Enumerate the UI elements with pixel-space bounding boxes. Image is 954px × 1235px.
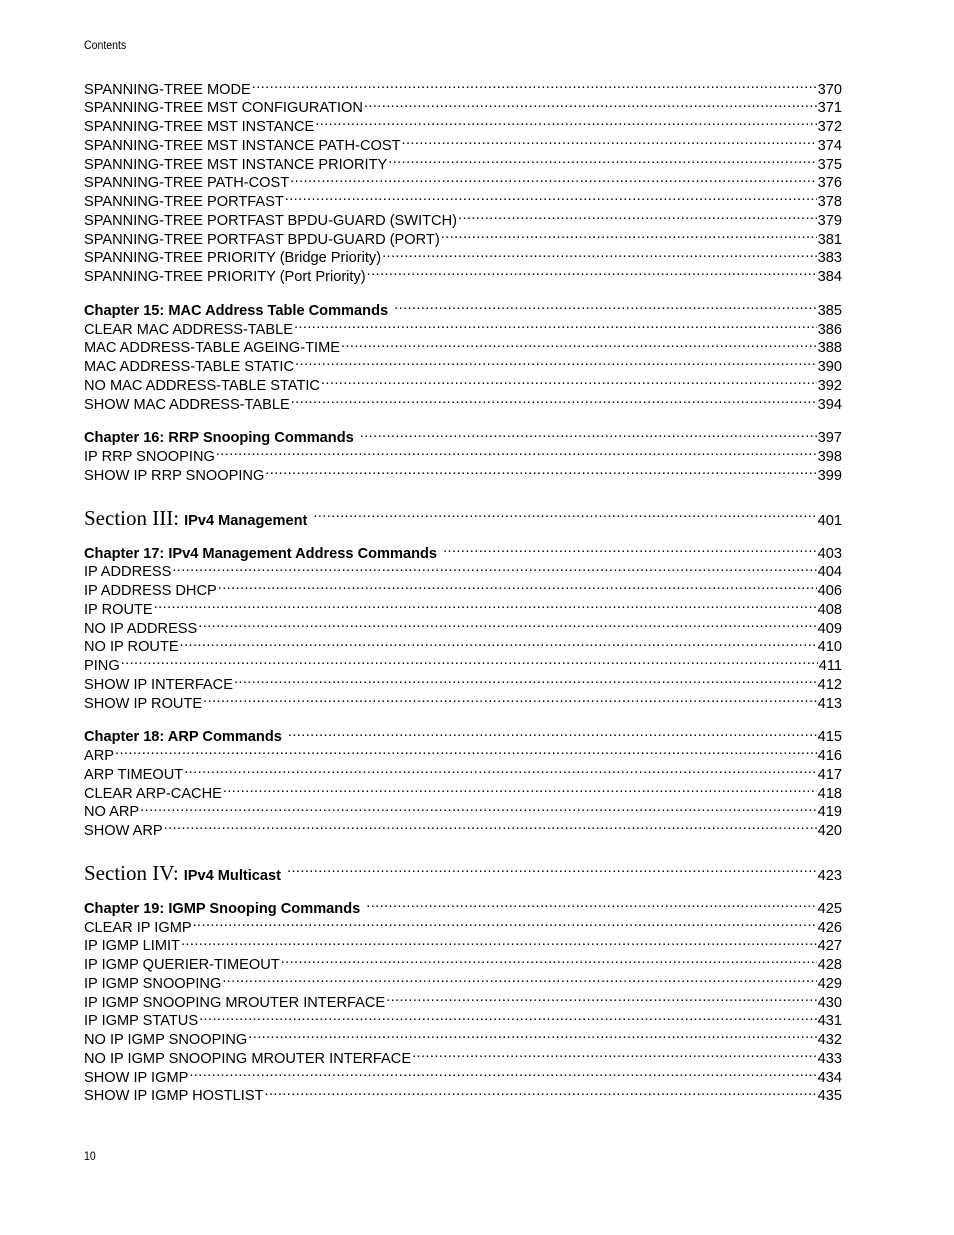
toc-entry[interactable] xyxy=(84,746,842,765)
toc-entry-title: PING xyxy=(84,658,120,675)
toc-entry-title: CLEAR ARP-CACHE xyxy=(84,785,222,802)
toc-page-number: 415 xyxy=(817,729,842,746)
toc-entry-title: SPANNING-TREE PORTFAST BPDU-GUARD (SWITCH) xyxy=(84,212,457,229)
toc-chapter[interactable] xyxy=(84,428,842,447)
toc-entry-title: NO ARP xyxy=(84,804,140,821)
toc-entry[interactable] xyxy=(84,375,842,394)
toc-entry-title: SHOW IP IGMP HOSTLIST xyxy=(84,1088,264,1105)
toc-entry-title: SPANNING-TREE MST CONFIGURATION xyxy=(84,100,363,117)
toc-section-title xyxy=(84,506,307,533)
section-number: Section III: xyxy=(84,506,180,530)
toc-entry[interactable] xyxy=(84,936,842,955)
dot-leader xyxy=(367,267,817,282)
dot-leader xyxy=(290,173,817,188)
toc-page-number: 426 xyxy=(817,919,842,936)
dot-leader xyxy=(252,79,817,94)
toc-entry-title: IP IGMP LIMIT xyxy=(84,938,180,955)
toc-entry-title: MAC ADDRESS-TABLE AGEING-TIME xyxy=(84,340,340,357)
toc-page-number: 375 xyxy=(817,156,842,173)
toc-chapter-title: Chapter 17: IPv4 Management Address Commands xyxy=(84,545,438,562)
toc-entry[interactable] xyxy=(84,154,842,173)
toc-page-number: 392 xyxy=(817,377,842,394)
toc-chapter-title: Chapter 15: MAC Address Table Commands xyxy=(84,302,389,319)
dot-leader xyxy=(441,229,817,244)
toc-page-number: 399 xyxy=(817,467,842,484)
toc-page-number: 376 xyxy=(817,175,842,192)
toc-entry-title: SHOW ARP xyxy=(84,823,163,840)
toc-page-number: 409 xyxy=(817,620,842,637)
toc-entry[interactable] xyxy=(84,447,842,466)
toc-entry[interactable] xyxy=(84,1067,842,1086)
toc-entry[interactable] xyxy=(84,562,842,581)
dot-leader xyxy=(366,898,816,913)
toc-entry-title: IP RRP SNOOPING xyxy=(84,449,215,466)
dot-leader xyxy=(288,727,817,742)
toc-entry-title: NO IP ROUTE xyxy=(84,639,179,656)
dot-leader xyxy=(281,955,817,970)
dot-leader xyxy=(164,821,817,836)
toc-page-number: 401 xyxy=(817,513,842,529)
toc-entry[interactable] xyxy=(84,764,842,783)
dot-leader xyxy=(234,674,817,689)
dot-leader xyxy=(140,802,816,817)
dot-leader xyxy=(364,98,817,113)
toc-page-number: 423 xyxy=(817,868,842,885)
toc-entry[interactable] xyxy=(84,1011,842,1030)
toc-page-number: 408 xyxy=(817,601,842,618)
toc-entry[interactable] xyxy=(84,821,842,840)
toc-entry-title: IP IGMP SNOOPING MROUTER INTERFACE xyxy=(84,994,386,1011)
dot-leader xyxy=(315,117,816,132)
toc-chapter[interactable] xyxy=(84,300,842,319)
toc-entry[interactable] xyxy=(84,674,842,693)
toc-page-number: 432 xyxy=(817,1032,842,1049)
toc-page-number: 370 xyxy=(817,81,842,98)
dot-leader xyxy=(265,465,816,480)
toc-entry[interactable] xyxy=(84,319,842,338)
toc-entry[interactable] xyxy=(84,394,842,413)
toc-entry[interactable] xyxy=(84,599,842,618)
toc-entry-title: SHOW IP IGMP xyxy=(84,1069,189,1086)
toc-chapter-title: Chapter 16: RRP Snooping Commands xyxy=(84,430,354,447)
toc-entry-title: SHOW IP INTERFACE xyxy=(84,676,233,693)
toc-page-number: 383 xyxy=(817,250,842,267)
dot-leader xyxy=(386,992,817,1007)
toc-page-number: 412 xyxy=(817,676,842,693)
toc-page-number: 418 xyxy=(817,785,842,802)
toc-section-title xyxy=(84,861,281,888)
toc-entry[interactable] xyxy=(84,955,842,974)
toc-page-number: 390 xyxy=(817,359,842,376)
toc-chapter[interactable] xyxy=(84,543,842,562)
toc-entry[interactable] xyxy=(84,1086,842,1105)
dot-leader xyxy=(313,510,816,525)
toc-page-number: 425 xyxy=(817,900,842,917)
toc-entry[interactable] xyxy=(84,79,842,98)
toc-entry[interactable] xyxy=(84,98,842,117)
toc-entry[interactable] xyxy=(84,992,842,1011)
dot-leader xyxy=(121,656,818,671)
toc-entry-title: SPANNING-TREE PORTFAST BPDU-GUARD (PORT) xyxy=(84,231,440,248)
toc-page-number: 433 xyxy=(817,1050,842,1067)
toc-entry[interactable] xyxy=(84,693,842,712)
section-number: Section IV: xyxy=(84,861,179,886)
toc-page-number: 419 xyxy=(817,804,842,821)
dot-leader xyxy=(248,1030,816,1045)
dot-leader xyxy=(287,866,817,881)
dot-leader xyxy=(193,917,817,932)
dot-leader xyxy=(181,936,817,951)
toc-entry-title: SPANNING-TREE PRIORITY (Port Priority) xyxy=(84,269,366,286)
dot-leader xyxy=(189,1067,816,1082)
toc-page-number: 385 xyxy=(817,302,842,319)
toc-page-number: 429 xyxy=(817,975,842,992)
toc-page-number: 417 xyxy=(817,766,842,783)
toc-entry-title: IP ROUTE xyxy=(84,601,153,618)
toc-page-number: 413 xyxy=(817,695,842,712)
toc-entry[interactable] xyxy=(84,173,842,192)
dot-leader xyxy=(222,973,816,988)
toc-entry-title: SPANNING-TREE MST INSTANCE PATH-COST xyxy=(84,137,401,154)
toc-entry[interactable] xyxy=(84,338,842,357)
dot-leader xyxy=(382,248,817,263)
dot-leader xyxy=(291,394,817,409)
toc-page-number: 428 xyxy=(817,957,842,974)
toc-page-number: 403 xyxy=(817,545,842,562)
toc-page-number: 398 xyxy=(817,449,842,466)
toc-entry-title: SPANNING-TREE MST INSTANCE PRIORITY xyxy=(84,156,388,173)
page-number: 10 xyxy=(84,1149,96,1163)
toc-entry[interactable] xyxy=(84,248,842,267)
dot-leader xyxy=(294,319,817,334)
toc-entry-title: ARP xyxy=(84,748,115,765)
toc-entry-title: NO MAC ADDRESS-TABLE STATIC xyxy=(84,377,320,394)
dot-leader xyxy=(458,210,817,225)
toc-entry-title: NO IP ADDRESS xyxy=(84,620,198,637)
dot-leader xyxy=(180,637,817,652)
toc-entry[interactable] xyxy=(84,637,842,656)
toc-page-number: 435 xyxy=(817,1088,842,1105)
toc-entry-title: ARP TIMEOUT xyxy=(84,766,184,783)
dot-leader xyxy=(154,599,817,614)
toc-entry[interactable] xyxy=(84,135,842,154)
toc-entry[interactable] xyxy=(84,656,842,675)
toc-page-number: 430 xyxy=(817,994,842,1011)
dot-leader xyxy=(198,618,816,633)
toc-page-number: 404 xyxy=(817,564,842,581)
toc-entry-title: NO IP IGMP SNOOPING xyxy=(84,1032,248,1049)
toc-entry[interactable] xyxy=(84,267,842,286)
toc-page-number: 381 xyxy=(817,231,842,248)
toc-entry-title: MAC ADDRESS-TABLE STATIC xyxy=(84,359,295,376)
dot-leader xyxy=(172,562,816,577)
toc-page-number: 427 xyxy=(817,938,842,955)
toc-section[interactable] xyxy=(84,861,842,885)
toc-entry-title: IP IGMP STATUS xyxy=(84,1013,199,1030)
dot-leader xyxy=(264,1086,816,1101)
dot-leader xyxy=(412,1048,817,1063)
toc-page-number: 394 xyxy=(817,396,842,413)
toc-chapter-title: Chapter 18: ARP Commands xyxy=(84,729,282,746)
dot-leader xyxy=(115,746,817,761)
toc-page-number: 384 xyxy=(817,269,842,286)
toc-page-number: 372 xyxy=(817,119,842,136)
toc-section[interactable] xyxy=(84,506,842,530)
running-header: Contents xyxy=(84,38,127,52)
toc-page-number: 371 xyxy=(817,100,842,117)
dot-leader xyxy=(360,428,817,443)
toc-page-number: 379 xyxy=(817,212,842,229)
dot-leader xyxy=(199,1011,817,1026)
toc-entry-title: SPANNING-TREE MODE xyxy=(84,81,251,98)
toc-entry-title: CLEAR MAC ADDRESS-TABLE xyxy=(84,321,293,338)
dot-leader xyxy=(218,581,817,596)
dot-leader xyxy=(285,192,817,207)
section-label: IPv4 Multicast xyxy=(183,868,282,885)
dot-leader xyxy=(394,300,817,315)
toc-page-number: 374 xyxy=(817,137,842,154)
toc-page-number: 434 xyxy=(817,1069,842,1086)
toc-chapter[interactable] xyxy=(84,727,842,746)
toc-entry[interactable] xyxy=(84,192,842,211)
toc-page-number: 397 xyxy=(817,430,842,447)
toc-entry-title: IP IGMP SNOOPING xyxy=(84,975,222,992)
toc-page-number: 388 xyxy=(817,340,842,357)
dot-leader xyxy=(341,338,817,353)
toc-entry-title: IP IGMP QUERIER-TIMEOUT xyxy=(84,957,280,974)
toc-entry[interactable] xyxy=(84,210,842,229)
toc-entry-title: IP ADDRESS xyxy=(84,564,172,581)
toc-entry-title: SPANNING-TREE PRIORITY (Bridge Priority) xyxy=(84,250,382,267)
toc-page-number: 406 xyxy=(817,583,842,600)
toc-entry-title: IP ADDRESS DHCP xyxy=(84,583,217,600)
toc-page-number: 378 xyxy=(817,194,842,211)
toc-entry[interactable] xyxy=(84,618,842,637)
toc-entry[interactable] xyxy=(84,229,842,248)
toc-entry[interactable] xyxy=(84,1030,842,1049)
toc-entry[interactable] xyxy=(84,357,842,376)
toc-entry-title: CLEAR IP IGMP xyxy=(84,919,192,936)
dot-leader xyxy=(223,783,817,798)
section-label: IPv4 Management xyxy=(184,513,308,529)
toc-entry[interactable] xyxy=(84,917,842,936)
toc-page-number: 410 xyxy=(817,639,842,656)
toc-entry[interactable] xyxy=(84,973,842,992)
dot-leader xyxy=(184,764,816,779)
toc-entry-title: SHOW MAC ADDRESS-TABLE xyxy=(84,396,290,413)
dot-leader xyxy=(203,693,817,708)
toc-page-number: 411 xyxy=(818,658,842,675)
toc-entry-title: NO IP IGMP SNOOPING MROUTER INTERFACE xyxy=(84,1050,412,1067)
dot-leader xyxy=(216,447,817,462)
toc-chapter[interactable] xyxy=(84,898,842,917)
toc-chapter-title: Chapter 19: IGMP Snooping Commands xyxy=(84,900,361,917)
toc-entry-title: SPANNING-TREE PATH-COST xyxy=(84,175,290,192)
dot-leader xyxy=(321,375,817,390)
toc-entry[interactable] xyxy=(84,783,842,802)
toc-entry[interactable] xyxy=(84,465,842,484)
toc-entry-title: SHOW IP ROUTE xyxy=(84,695,203,712)
table-of-contents xyxy=(84,79,842,1105)
toc-page-number: 416 xyxy=(817,748,842,765)
toc-entry-title: SHOW IP RRP SNOOPING xyxy=(84,467,265,484)
toc-entry[interactable] xyxy=(84,1048,842,1067)
dot-leader xyxy=(295,357,817,372)
toc-entry[interactable] xyxy=(84,581,842,600)
toc-page-number: 431 xyxy=(817,1013,842,1030)
toc-entry[interactable] xyxy=(84,802,842,821)
toc-entry-title: SPANNING-TREE MST INSTANCE xyxy=(84,119,315,136)
dot-leader xyxy=(402,135,817,150)
toc-page-number: 420 xyxy=(817,823,842,840)
toc-entry[interactable] xyxy=(84,117,842,136)
toc-page-number: 386 xyxy=(817,321,842,338)
dot-leader xyxy=(443,543,817,558)
toc-entry-title: SPANNING-TREE PORTFAST xyxy=(84,194,284,211)
dot-leader xyxy=(388,154,816,169)
